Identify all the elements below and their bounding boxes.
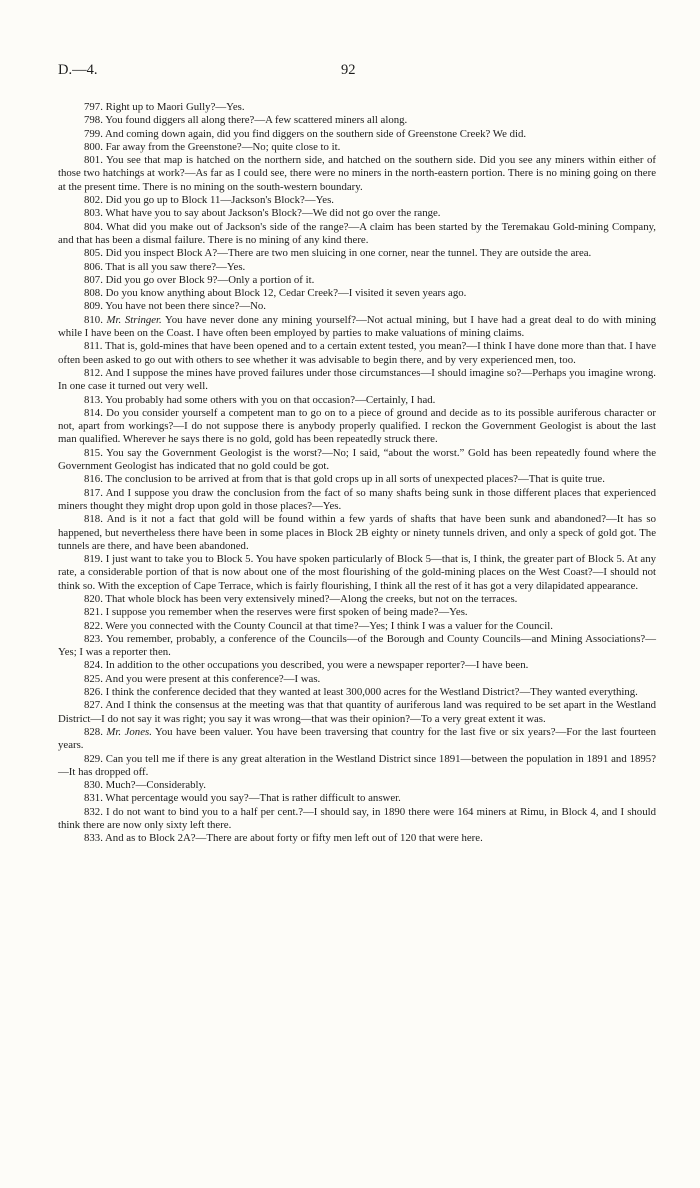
testimony-paragraph: 827. And I think the consensus at the meeting was that that quantity of auriferous land was required to be set apart in the Westland District—I do not say it was right; you say it was wrong—that was their opinion?—To a very great extent it was. [58,699,656,725]
testimony-paragraph: 831. What percentage would you say?—That is rather difficult to answer. [84,792,401,805]
testimony-paragraph: 798. You found diggers all along there?—A few scattered miners all along. [84,114,408,127]
speaker-name: Mr. Stringer. [106,313,162,326]
testimony-paragraph: 825. And you were present at this conference?—I was. [84,672,321,685]
testimony-paragraph: 829. Can you tell me if there is any great alteration in the Westland District since 1891—between the population in 1891 and 1895?—It has dropped off. [58,752,656,778]
testimony-paragraph: 832. I do not want to bind you to a half per cent.?—I should say, in 1890 there were 164 miners at Rimu, in Block 4, and I should think there are now only sixty left there. [58,805,656,832]
testimony-paragraph: 807. Did you go over Block 9?—Only a portion of it. [84,273,315,286]
testimony-paragraph: 802. Did you go up to Block 11—Jackson's Block?—Yes. [84,194,334,207]
testimony-paragraph: 814. Do you consider yourself a competent man to go on to a piece of ground and decide as to its possible auriferous character or not, apart from workings?—I do not suppose there is anybody properly qualified. I reckon the Government Geologist is about the last man qualified. Wherever he says there is no gold, gold has been repeatedly struck there. [58,406,656,446]
speaker-name: Mr. Jones. [106,725,152,738]
testimony-paragraph: 822. Were you connected with the County Council at that time?—Yes; I think I was a valuer for the Council. [84,619,553,632]
testimony-paragraph: 819. I just want to take you to Block 5. You have spoken particularly of Block 5—that is, I think, the greater part of Block 5. At any rate, a considerable portion of that is now about one of the most flourishing of the gold-mining places on the West Coast?—I should not think so. With the exception of Cape Terrace, which is fairly flourishing, I think all the rest of it has got a very dilapidated appearance. [58,553,656,592]
testimony-paragraph: 821. I suppose you remember when the reserves were first spoken of being made?—Yes. [84,606,468,619]
testimony-paragraph: 817. And I suppose you draw the conclusion from the fact of so many shafts being sunk in those different places that experienced miners thought they might drop upon gold in those places?—Yes. [58,486,656,512]
testimony-paragraph: 820. That whole block has been very extensively mined?—Along the creeks, but not on the terraces. [84,592,518,605]
evidence-transcript [58,101,656,846]
testimony-paragraph: 818. And is it not a fact that gold will be found within a few yards of shafts that have been sunk and abandoned?—It has so happened, but nevertheless there have been in some places in Block 2B eighty or ninety tunnels driven, and only a speck of gold got. The tunnels are there, and have been abandoned. [58,513,656,552]
testimony-paragraph: 830. Much?—Considerably. [84,779,206,792]
testimony-paragraph: 826. I think the conference decided that they wanted at least 300,000 acres for the Westland District?—They wanted everything. [84,686,638,699]
testimony-paragraph: 804. What did you make out of Jackson's side of the range?—A claim has been started by the Teremakau Gold-mining Company, and that has been a dismal failure. There is no mining of any kind there. [58,220,656,246]
page-number: 92 [341,62,356,78]
testimony-paragraph: 813. You probably had some others with you on that occasion?—Certainly, I had. [84,393,436,406]
testimony-paragraph: 803. What have you to say about Jackson's Block?—We did not go over the range. [84,207,441,220]
testimony-paragraph: 805. Did you inspect Block A?—There are two men sluicing in one corner, near the tunnel. They are outside the area. [84,247,592,260]
testimony-paragraph: 812. And I suppose the mines have proved failures under those circumstances—I should imagine so?—Perhaps you imagine wrong. In one case it turned out very well. [58,366,656,393]
testimony-paragraph: 806. That is all you saw there?—Yes. [84,260,246,273]
testimony-paragraph: 799. And coming down again, did you find diggers on the southern side of Greenstone Creek? We did. [84,127,527,140]
document-reference: D.—4. [58,62,98,78]
testimony-paragraph: 810. Mr. Stringer. You have never done any mining yourself?—Not actual mining, but I have had a great deal to do with mining while I have been on the Coast. I have often been employed by parties to make valuations of mining claims. [58,313,656,340]
testimony-paragraph: 809. You have not been there since?—No. [84,300,267,313]
testimony-paragraph: 816. The conclusion to be arrived at from that is that gold crops up in all sorts of unexpected places?—That is quite true. [84,473,605,486]
testimony-paragraph: 824. In addition to the other occupations you described, you were a newspaper reporter?—I have been. [84,659,529,672]
testimony-paragraph: 797. Right up to Maori Gully?—Yes. [84,101,245,113]
testimony-paragraph: 811. That is, gold-mines that have been opened and to a certain extent tested, you mean?—I think I have done more than that. I have often been asked to go out with others to see whether it was advisable to begin there, and by very experienced men, too. [58,340,656,366]
testimony-paragraph: 800. Far away from the Greenstone?—No; quite close to it. [84,140,341,153]
testimony-paragraph: 801. You see that map is hatched on the northern side, and hatched on the southern side. Did you see any miners within either of those two hatchings at work?—As far as I could see, there were no miners in the north-eastern portion. There is no mining going on there at the present time. There is no mining on the south-western boundary. [58,154,656,193]
testimony-paragraph: 815. You say the Government Geologist is the worst?—No; I said, “about the worst.” Gold has been repeatedly found where the Government Geologist has indicated that no gold could be got. [58,446,656,473]
testimony-paragraph: 823. You remember, probably, a conference of the Councils—of the Borough and County Councils—and Mining Associations?—Yes; I was a reporter then. [58,632,656,659]
testimony-paragraph: 833. And as to Block 2A?—There are about forty or fifty men left out of 120 that were here. [84,832,483,845]
testimony-paragraph: 808. Do you know anything about Block 12, Cedar Creek?—I visited it seven years ago. [84,287,467,300]
page-header [58,62,656,82]
testimony-paragraph: 828. Mr. Jones. You have been valuer. You have been traversing that country for the last five or six years?—For the last fourteen years. [58,725,656,752]
